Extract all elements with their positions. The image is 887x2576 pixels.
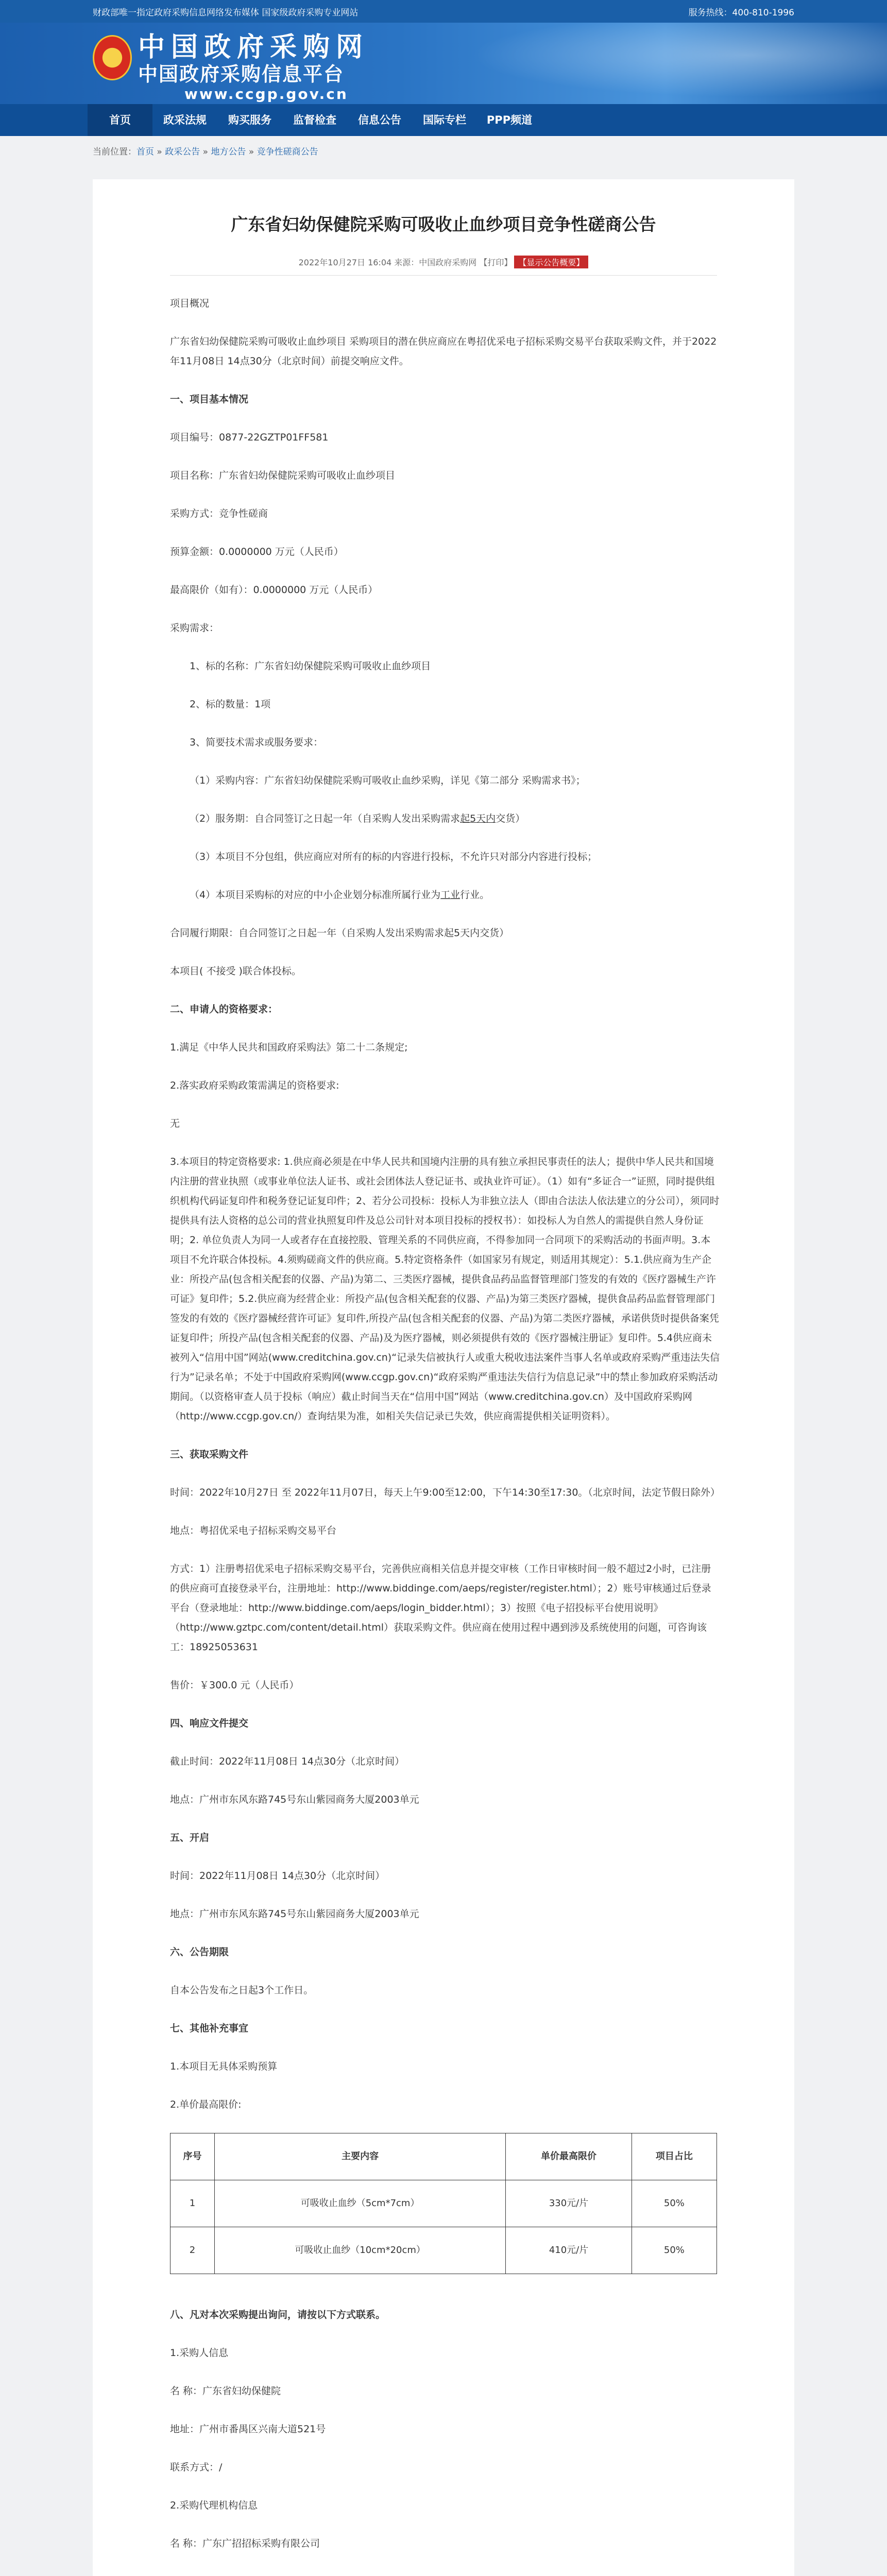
show-summary-button[interactable]: 【显示公告概要】	[514, 256, 588, 268]
site-banner	[0, 23, 887, 104]
overview-label: 项目概况	[170, 298, 210, 309]
qualification-specific: 3.本项目的特定资格要求: 1.供应商必须是在中华人民共和国境内注册的具有独立承担民事责任的法人；提供中华人民共和国境内注册的营业执照（或事业单位法人证书、或社会团体法人登记证书、或执业许可证）。（1）如有“多证合一”证照，同时提供组织机构代码证复印件和税务登记证复印件；2、若分公司投标：投标人为非独立法人（即由合法法人依法建立的分公司），须同时提供具有法人资格的总公司的营业执照复印件及总公司针对本项目投标的授权书）：如投标人为自然人的需提供自然人身份证明；2. 单位负责人为同一人或者存在直接控股、管理关系的不同供应商，不得参加同一合同项下的采购活动的书面声明。3.本项目不允许联合体投标。4.须购磋商文件的供应商。5.特定资格条件（如国家另有规定，则适用其规定）：5.1.供应商为生产企业：所投产品(包含相关配套的仪器、产品)为第二、三类医疗器械，提供食品药品监督管理部门签发的有效的《医疗器械生产许可证》复印件；5.2.供应商为经营企业：所投产品(包含相关配套的仪器、产品)为第三类医疗器械，提供食品药品监督管理部门签发的有效的《医疗器械经营许可证》复印件,所投产品(包含相关配套的仪器、产品)为第二类医疗器械，承诺供货时提供备案凭证复印件；所投产品(包含相关配套的仪器、产品)及为医疗器械，则必须提供有效的《医疗器械注册证》复印件。5.4供应商未被列入“信用中国”网站(www.creditchina.gov.cn)“记录失信被执行人或重大税收违法案件当事人名单或政府采购严重违法失信行为”记录名单；不处于中国政府采购网(www.ccgp.gov.cn)“政府采购严重违法失信行为信息记录”中的禁止参加政府采购活动期间。（以资格审查人员于投标（响应）截止时间当天在“信用中国”网站（www.creditchina.gov.cn）及中国政府采购网（http://www.ccgp.gov.cn/）查询结果为准，如相关失信记录已失效，供应商需提供相关证明资料）。	[170, 1156, 720, 1422]
table-cell: 2	[170, 2227, 215, 2274]
agency-address	[170, 2572, 720, 2576]
breadcrumb-separator: »	[246, 147, 257, 157]
national-emblem-icon	[93, 35, 132, 80]
section-heading: 七、其他补充事宜	[170, 2023, 249, 2034]
logo-subtitle: 中国政府采购信息平台	[138, 63, 345, 86]
nav-purchase-services[interactable]: 购买服务	[228, 114, 271, 126]
consortium-note: 本项目( 不接受 )联合体投标。	[170, 965, 301, 977]
opening-time: 时间：2022年11月08日 14点30分（北京时间）	[170, 1870, 385, 1882]
document-place: 地点：粤招优采电子招标采购交易平台	[170, 1525, 337, 1536]
article-body	[170, 294, 720, 2576]
agency-name: 名 称：广东广招招标采购有限公司	[170, 2538, 320, 2549]
overview-text: 广东省妇幼保健院采购可吸收止血纱项目 采购项目的潜在供应商应在粤招优采电子招标采购交易平台获取采购文件，并于2022年11月08日 14点30分（北京时间）前提交响应文件。	[170, 336, 717, 367]
section-heading: 六、公告期限	[170, 1946, 229, 1958]
banner-decoration	[423, 23, 887, 104]
table-cell: 410元/片	[506, 2227, 632, 2274]
document-method: 方式：1）注册粤招优采电子招标采购交易平台，完善供应商相关信息并提交审核（工作日审核时间一般不超过2小时，已注册的供应商可直接登录平台，注册地址：http://www.biddinge.com/aeps/register/register.html）；2）账号审核通过后登录平台（登录地址：http://www.biddinge.com/aeps/login_bidder.html）；3）按照《电子招投标平台使用说明》（http://www.gztpc.com/content/detail.html）获取采购文件。供应商在使用过程中遇到涉及系统使用的问题，可咨询该工：18925053631	[170, 1563, 711, 1653]
contract-term: 合同履行期限：自合同签订之日起一年（自采购人发出采购需求起5天内交货）	[170, 927, 509, 939]
text-run: （4）本项目采购标的对应的中小企业划分标准所属行业为	[190, 889, 441, 901]
underlined-text: 起5天内	[460, 813, 496, 824]
price-table	[170, 2133, 717, 2274]
table-cell: 可吸收止血纱（5cm*7cm）	[214, 2180, 505, 2227]
column-header: 主要内容	[214, 2133, 505, 2180]
table-cell: 330元/片	[506, 2180, 632, 2227]
submission-place: 地点：广州市东风东路745号东山紫园商务大厦2003单元	[170, 1794, 419, 1805]
table-cell: 50%	[632, 2180, 717, 2227]
project-number: 项目编号：0877-22GZTP01FF581	[170, 432, 329, 443]
logo-url: www.ccgp.gov.cn	[184, 86, 348, 103]
contact-group-label: 2.采购代理机构信息	[170, 2500, 258, 2511]
table-header-row	[170, 2133, 717, 2180]
nav-announcements[interactable]: 信息公告	[358, 114, 401, 126]
nav-ppp[interactable]: PPP频道	[486, 114, 533, 126]
qualification-item: 1.满足《中华人民共和国政府采购法》第二十二条规定;	[170, 1042, 408, 1053]
article-meta	[93, 256, 794, 268]
other-item: 1.本项目无具体采购预算	[170, 2061, 278, 2072]
section-heading: 八、凡对本次采购提出询问，请按以下方式联系。	[170, 2309, 386, 2320]
section-heading: 五、开启	[170, 1832, 210, 1843]
requirement-item: 2、标的数量：1项	[190, 699, 271, 710]
breadcrumb-separator: »	[154, 147, 165, 157]
submission-deadline: 截止时间：2022年11月08日 14点30分（北京时间）	[170, 1756, 405, 1767]
article-date-source: 2022年10月27日 16:04 来源：中国政府采购网 【打印】	[298, 258, 513, 267]
requirement-item: 1、标的名称：广东省妇幼保健院采购可吸收止血纱项目	[190, 660, 431, 672]
procurement-method: 采购方式：竞争性磋商	[170, 508, 268, 519]
article-title: 广东省妇幼保健院采购可吸收止血纱项目竞争性磋商公告	[231, 214, 656, 234]
requirement-subitem	[170, 885, 720, 905]
breadcrumb	[0, 136, 887, 168]
text-run: 行业。	[460, 889, 490, 901]
nav-supervision[interactable]: 监督检查	[293, 114, 336, 126]
breadcrumb-item-home[interactable]: 首页	[137, 147, 154, 157]
breadcrumb-item-local[interactable]: 地方公告	[211, 147, 246, 157]
table-cell: 可吸收止血纱（10cm*20cm）	[214, 2227, 505, 2274]
table-row	[170, 2180, 717, 2227]
requirement-subitem: （3）本项目不分包组，供应商应对所有的标的内容进行投标，不允许只对部分内容进行投标；	[190, 851, 598, 862]
max-price: 最高限价（如有）：0.0000000 万元（人民币）	[170, 584, 378, 596]
table-cell: 50%	[632, 2227, 717, 2274]
opening-place: 地点：广州市东风东路745号东山紫园商务大厦2003单元	[170, 1908, 419, 1920]
column-header: 项目占比	[632, 2133, 717, 2180]
section-heading: 三、获取采购文件	[170, 1449, 249, 1460]
contact-group-label: 1.采购人信息	[170, 2347, 229, 2359]
breadcrumb-separator: »	[200, 147, 211, 157]
logo-title: 中国政府采购网	[138, 32, 369, 63]
column-header: 序号	[170, 2133, 215, 2180]
qualification-none: 无	[170, 1118, 180, 1129]
qualification-item: 2.落实政府采购政策需满足的资格要求:	[170, 1080, 339, 1091]
project-name: 项目名称：广东省妇幼保健院采购可吸收止血纱项目	[170, 470, 396, 481]
underlined-text: 工业	[440, 889, 460, 901]
other-item: 2.单价最高限价:	[170, 2099, 242, 2110]
site-logo[interactable]	[138, 32, 369, 103]
text-run: 交货）	[496, 813, 525, 824]
document-time: 时间：2022年10月27日 至 2022年11月07日，每天上午9:00至12:00，下午14:30至17:30。（北京时间，法定节假日除外）	[170, 1487, 720, 1498]
breadcrumb-prefix: 当前位置：	[93, 147, 137, 157]
purchaser-name: 名 称：广东省妇幼保健院	[170, 2385, 281, 2397]
nav-home[interactable]: 首页	[88, 104, 152, 136]
requirement-subitem: （1）采购内容：广东省妇幼保健院采购可吸收止血纱采购，详见《第二部分 采购需求书》；	[190, 775, 586, 786]
announcement-period: 自本公告发布之日起3个工作日。	[170, 1985, 314, 1996]
nav-international[interactable]: 国际专栏	[423, 114, 466, 126]
requirement-item: 3、简要技术需求或服务要求：	[190, 737, 323, 748]
article-panel	[93, 179, 794, 2576]
nav-regulations[interactable]: 政采法规	[163, 114, 207, 126]
site-slogan: 财政部唯一指定政府采购信息网络发布媒体 国家级政府采购专业网站	[93, 7, 359, 18]
table-cell: 1	[170, 2180, 215, 2227]
text-run: （2）服务期：自合同签订之日起一年（自采购人发出采购需求	[190, 813, 460, 824]
title-divider	[170, 275, 717, 276]
document-price: 售价：￥300.0 元（人民币）	[170, 1680, 299, 1691]
breadcrumb-item-current[interactable]: 竞争性磋商公告	[257, 147, 318, 157]
requirement-subitem	[170, 809, 720, 828]
section-heading: 四、响应文件提交	[170, 1718, 249, 1729]
column-header: 单价最高限价	[506, 2133, 632, 2180]
section-heading: 一、项目基本情况	[170, 394, 249, 405]
budget-amount: 预算金额：0.0000000 万元（人民币）	[170, 546, 344, 557]
purchaser-address: 地址：广州市番禺区兴南大道521号	[170, 2424, 326, 2435]
service-hotline: 服务热线：400-810-1996	[688, 7, 794, 18]
breadcrumb-item-announcements[interactable]: 政采公告	[165, 147, 200, 157]
top-strip	[0, 0, 887, 23]
main-nav	[0, 104, 887, 136]
purchaser-contact: 联系方式：/	[170, 2462, 223, 2473]
requirements-label: 采购需求：	[170, 622, 219, 634]
table-row	[170, 2227, 717, 2274]
section-heading: 二、申请人的资格要求：	[170, 1004, 278, 1015]
